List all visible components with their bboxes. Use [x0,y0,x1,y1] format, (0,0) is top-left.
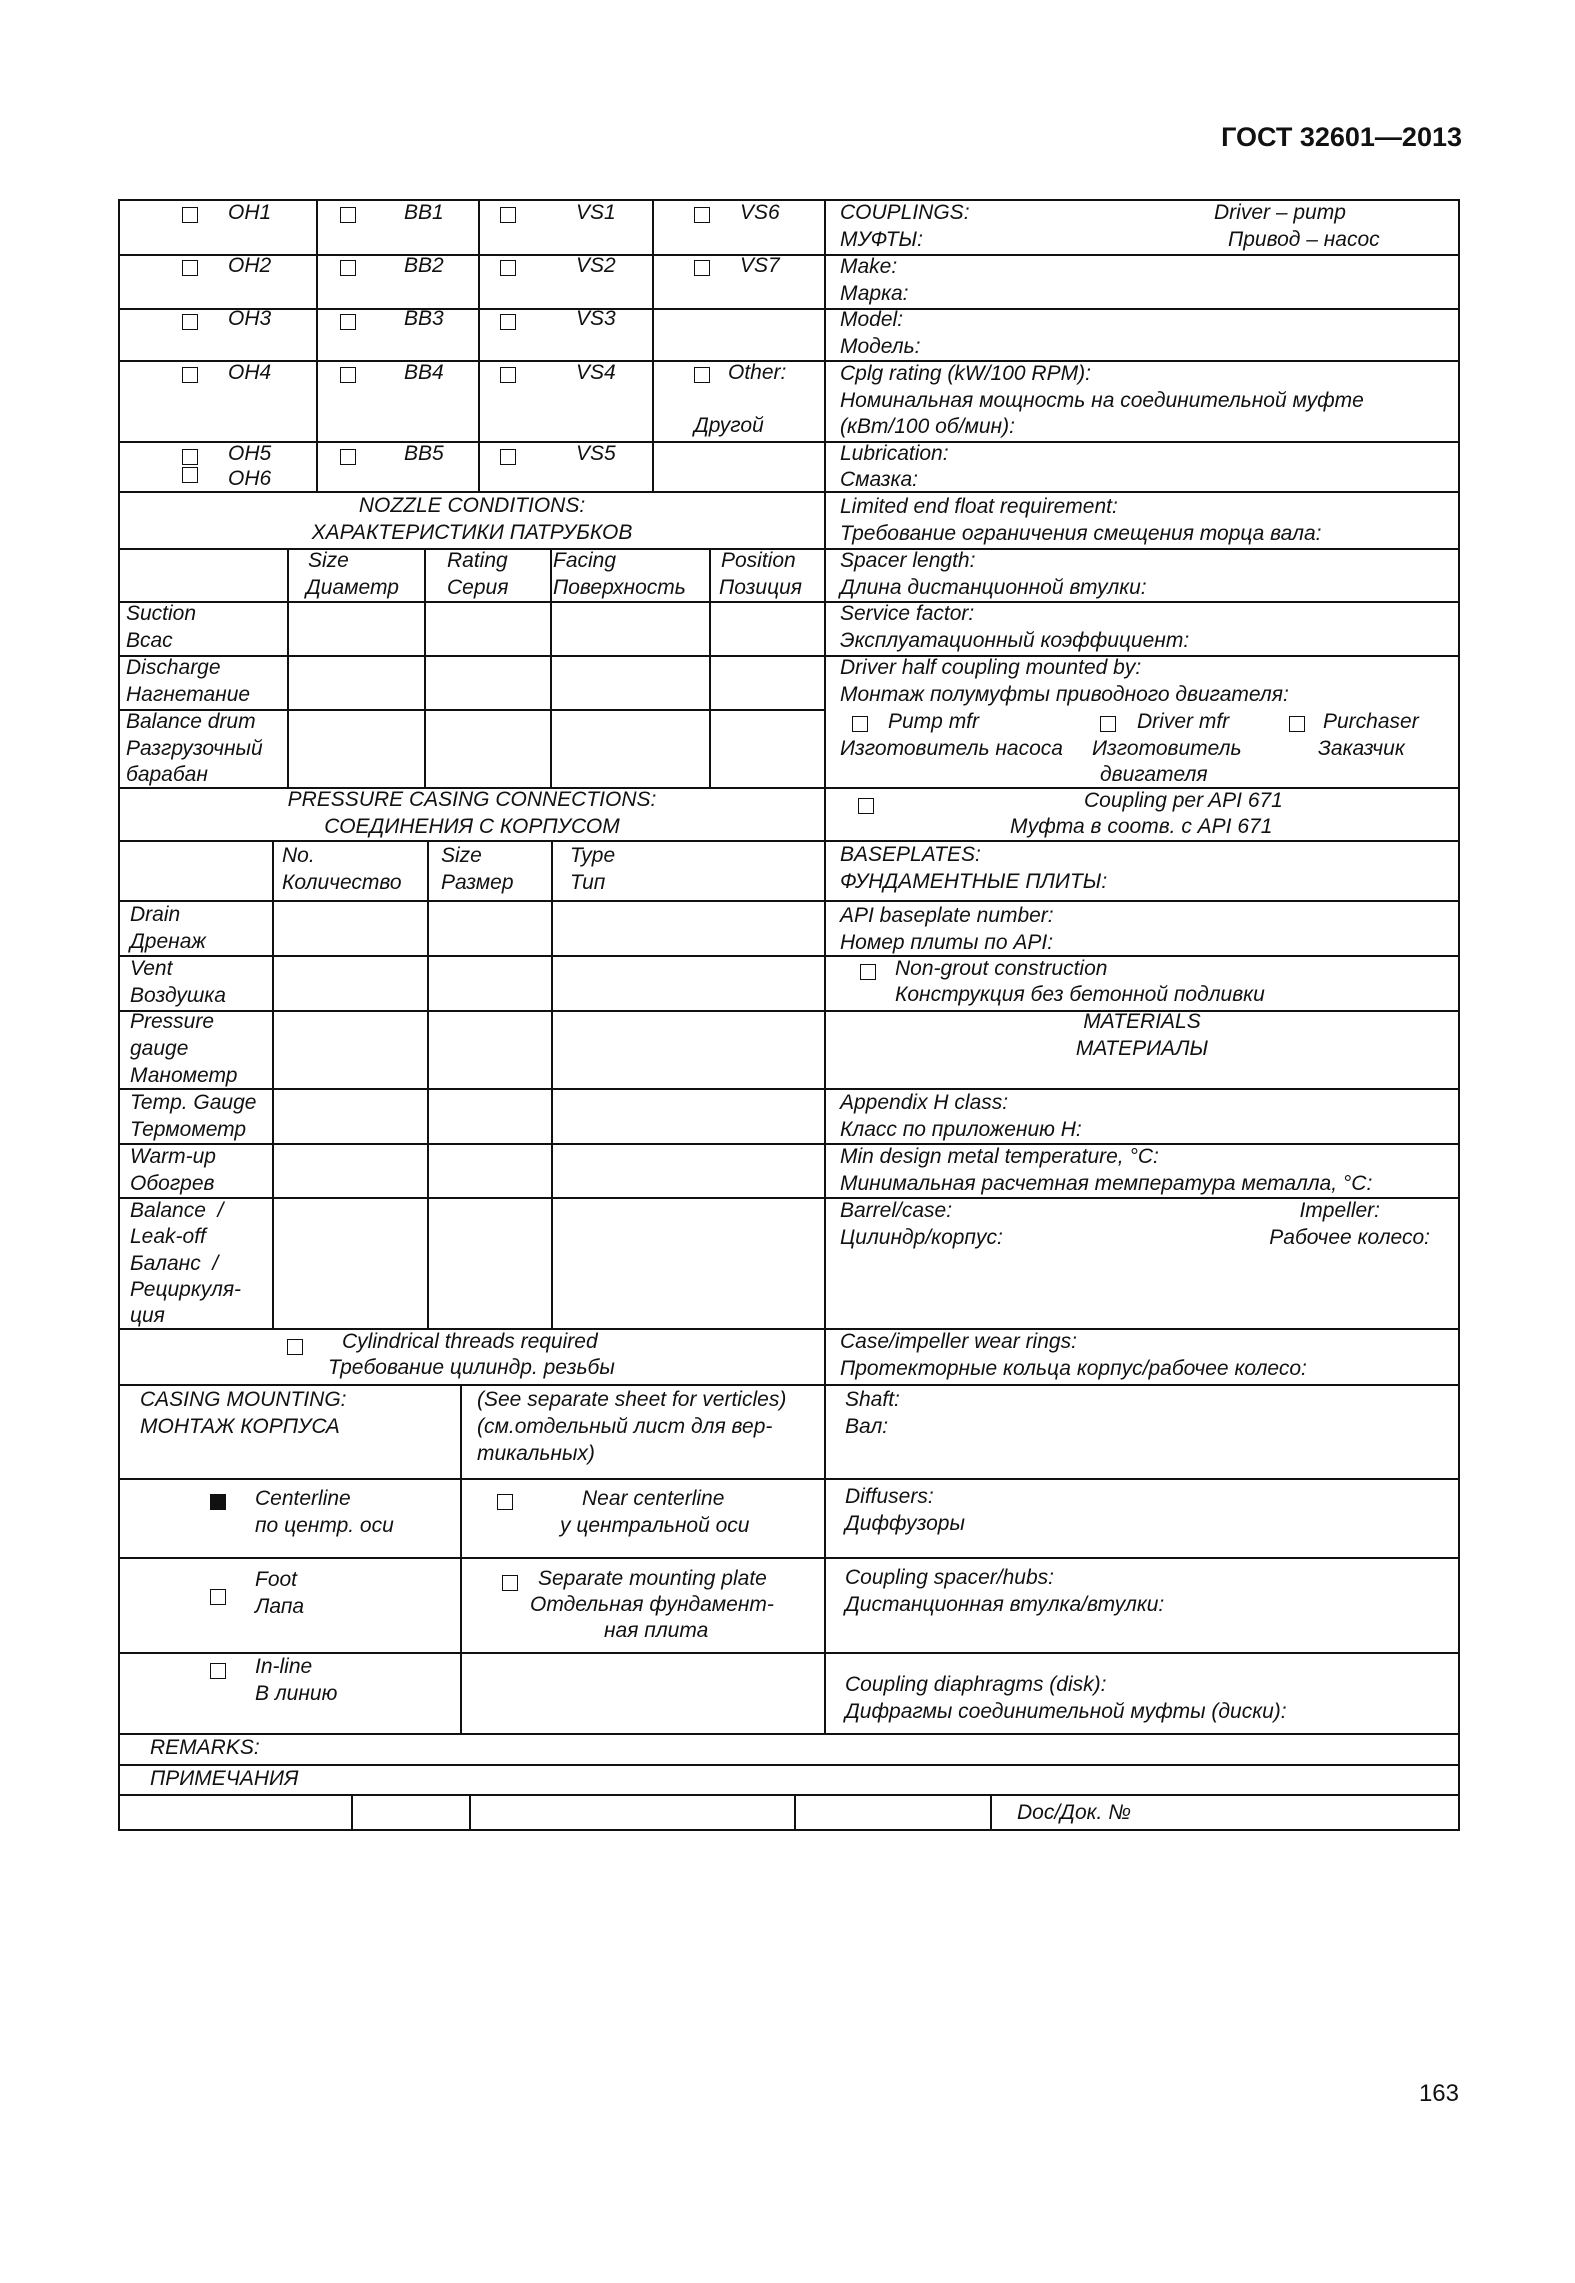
spacer-hubs-en: Coupling spacer/hubs: [845,1566,1054,1589]
end-float-en: Limited end float requirement: [840,495,1118,518]
purchaser-ru: Заказчик [1318,737,1405,760]
nozzle-col-facing: Facing [553,549,617,572]
checkbox-bb1[interactable] [340,207,356,223]
nozzle-col-line [550,548,552,787]
wear-rings-ru: Протекторные кольца корпус/рабочее колесо: [840,1357,1307,1380]
pressure-col-line [551,840,553,1328]
label-oh2: OH2 [228,254,272,277]
diaphragms-ru: Дифрагмы соединительной муфты (диски): [845,1700,1287,1723]
grid-col-line [478,199,480,493]
centerline-en: Centerline [255,1487,351,1510]
spacer-length-ru: Длина дистанционной втулки: [840,576,1147,599]
cylindrical-threads-ru: Требование цилиндр. резьбы [328,1356,615,1379]
diffusers-ru: Диффузоры [845,1512,965,1535]
pressure-col-line [272,840,274,1328]
foot-en: Foot [255,1568,298,1591]
casing-rule [118,1557,826,1559]
cplg-rating-ru2: (кВт/100 об/мин): [840,415,1015,438]
checkbox-oh4[interactable] [182,367,198,383]
shaft-ru: Вал: [845,1415,889,1438]
remarks-en: REMARKS: [150,1736,260,1759]
min-temp-ru: Минимальная расчетная температура металла, °С: [840,1172,1373,1195]
pressure-col-type-ru: Тип [570,871,606,894]
doc-number-label: Doc/Док. № [1017,1801,1131,1824]
nozzle-suction-ru: Всас [126,629,173,652]
checkbox-bb5[interactable] [340,449,356,465]
barrel-case-ru: Цилиндр/корпус: [840,1226,1003,1249]
foot-ru: Лапа [255,1595,305,1618]
remarks-rule [118,1764,1460,1766]
label-vs5: VS5 [576,442,616,465]
nozzle-balance-ru2: барабан [126,763,208,786]
nozzle-col-line [424,548,426,787]
label-bb1: BB1 [404,201,444,224]
nozzle-col-position: Position [721,549,796,572]
non-grout-en: Non-grout construction [895,957,1108,980]
nozzle-rule [118,655,826,657]
diffusers-en: Diffusers: [845,1485,934,1508]
materials-title-ru: МАТЕРИАЛЫ [1075,1037,1209,1060]
label-other: Other: [728,361,787,384]
pressure-balance-1: Balance / [130,1199,224,1222]
purchaser-en: Purchaser [1323,710,1419,733]
pressure-drain-ru: Дренаж [130,930,206,953]
pressure-vent-ru: Воздушка [130,984,226,1007]
label-vs3: VS3 [576,307,616,330]
footer-col-line [794,1794,796,1831]
checkbox-bb4[interactable] [340,367,356,383]
remarks-ru: ПРИМЕЧАНИЯ [150,1767,299,1790]
standard-number: ГОСТ 32601—2013 [1221,122,1462,152]
nozzle-rule [118,601,826,603]
form-border-bottom [118,1829,1460,1831]
checkbox-oh5[interactable] [182,449,198,465]
nozzle-col-size: Size [308,549,349,572]
left-rule [118,254,826,256]
lubrication-en: Lubrication: [840,442,949,465]
pressure-drain: Drain [130,903,181,926]
spacer-hubs-ru: Дистанционная втулка/втулки: [845,1593,1165,1616]
pressure-col-line [427,840,429,1328]
nozzle-discharge-ru: Нагнетание [126,683,251,706]
pressure-balance-4: Рециркуля- [130,1278,242,1301]
pressure-rule [118,1143,826,1145]
grid-col-line [316,199,318,493]
nozzle-col-size-ru: Диаметр [306,576,399,599]
label-vs4: VS4 [576,361,616,384]
checkbox-oh2[interactable] [182,260,198,276]
nozzle-discharge: Discharge [126,656,221,679]
casing-rule [118,1652,826,1654]
checkbox-driver-mfr[interactable] [1100,716,1116,732]
right-rule [824,1652,1460,1654]
checkbox-api671[interactable] [858,798,874,814]
nozzle-suction: Suction [126,602,197,625]
half-coupling-ru: Монтаж полумуфты приводного двигателя: [840,683,1289,706]
casing-mounting-title-ru: МОНТАЖ КОРПУСА [140,1415,340,1438]
form-border-left [118,199,120,1831]
pressure-title-en: PRESSURE CASING CONNECTIONS: [287,788,657,811]
checkbox-bb2[interactable] [340,260,356,276]
right-rule [824,1478,1460,1480]
wear-rings-en: Case/impeller wear rings: [840,1330,1077,1353]
couplings-ru: МУФТЫ: [840,228,924,251]
checkbox-vs3[interactable] [500,314,516,330]
pressure-rule [118,1010,826,1012]
model-en: Model: [840,308,904,331]
checkbox-bb3[interactable] [340,314,356,330]
nozzle-balance: Balance drum [126,710,256,733]
label-vs2: VS2 [576,254,616,277]
left-rule [118,441,826,443]
right-rule [824,900,1460,902]
nozzle-col-facing-ru: Поверхность [553,576,686,599]
label-oh5: OH5 [228,442,272,465]
cplg-rating-ru1: Номинальная мощность на соединительной муфте [840,389,1364,412]
api-baseplate-ru: Номер плиты по API: [840,931,1054,954]
driver-pump-ru: Привод – насос [1228,228,1380,251]
baseplates-ru: ФУНДАМЕНТНЫЕ ПЛИТЫ: [840,870,1108,893]
checkbox-non-grout[interactable] [860,964,876,980]
right-rule [824,254,1460,256]
api-baseplate-en: API baseplate number: [840,904,1054,927]
driver-mfr-ru1: Изготовитель [1092,737,1242,760]
nozzle-col-rating-ru: Серия [447,576,509,599]
label-bb4: BB4 [404,361,444,384]
checkbox-vs5[interactable] [500,449,516,465]
casing-rule [118,1384,826,1386]
pressure-col-no-ru: Количество [282,871,402,894]
api671-en: Coupling per API 671 [1084,789,1283,812]
pressure-title-ru: СОЕДИНЕНИЯ С КОРПУСОМ [324,815,620,838]
checkbox-pump-mfr[interactable] [852,716,868,732]
label-bb3: BB3 [404,307,444,330]
checkbox-vs6[interactable] [694,207,710,223]
inline-en: In-line [255,1655,313,1678]
pressure-gauge-1: Pressure [130,1010,215,1033]
checkbox-near-centerline[interactable] [497,1494,513,1510]
pressure-col-no: No. [282,844,315,867]
label-bb2: BB2 [404,254,444,277]
right-rule [824,491,1460,493]
pump-mfr-ru: Изготовитель насоса [840,737,1063,760]
separate-plate-ru2: ная плита [604,1619,709,1642]
pressure-balance-2: Leak-off [130,1225,206,1248]
column-divider [824,199,826,1734]
centerline-ru: по центр. оси [255,1514,394,1537]
pressure-balance-3: Баланс / [130,1252,219,1275]
nozzle-title-ru: ХАРАКТЕРИСТИКИ ПАТРУБКОВ [311,521,633,544]
remarks-rule [118,1733,1460,1735]
min-temp-en: Min design metal temperature, °C: [840,1145,1159,1168]
checkbox-inline[interactable] [210,1663,226,1679]
left-rule [118,308,826,310]
right-rule [824,1557,1460,1559]
spacer-length-en: Spacer length: [840,549,976,572]
pressure-col-size-ru: Размер [441,871,514,894]
half-coupling-en: Driver half coupling mounted by: [840,656,1142,679]
checkbox-oh1[interactable] [182,207,198,223]
checkbox-vs2[interactable] [500,260,516,276]
label-bb5: BB5 [404,442,444,465]
near-centerline-en: Near centerline [582,1487,725,1510]
label-oh3: OH3 [228,307,272,330]
checkbox-centerline[interactable] [210,1494,226,1510]
remarks-rule [118,1794,1460,1796]
checkbox-foot[interactable] [210,1589,226,1605]
checkbox-vs4[interactable] [500,367,516,383]
materials-title-en: MATERIALS [1083,1010,1201,1033]
cylindrical-threads-en: Cylindrical threads required [342,1330,598,1353]
pressure-rule [118,1197,826,1199]
model-ru: Модель: [840,335,921,358]
checkbox-oh3[interactable] [182,314,198,330]
checkbox-cylindrical-threads[interactable] [287,1339,303,1355]
baseplates-en: BASEPLATES: [840,843,981,866]
casing-rule [118,1478,826,1480]
couplings-en: COUPLINGS: [840,201,970,224]
near-centerline-ru: у центральной оси [560,1514,750,1537]
nozzle-col-line [287,548,289,787]
separate-plate-ru1: Отдельная фундамент- [530,1593,774,1616]
cplg-rating-en: Cplg rating (kW/100 RPM): [840,362,1091,385]
checkbox-separate-plate[interactable] [502,1575,518,1591]
driver-mfr-ru2: двигателя [1100,763,1208,786]
pressure-temp-gauge-ru: Термометр [130,1118,247,1141]
checkbox-oh6[interactable] [182,467,198,483]
left-rule [118,360,826,362]
pump-mfr-en: Pump mfr [888,710,980,733]
right-rule [824,1384,1460,1386]
nozzle-title-en: NOZZLE CONDITIONS: [358,494,586,517]
barrel-case-en: Barrel/case: [840,1199,953,1222]
footer-col-line [351,1794,353,1831]
checkbox-vs7[interactable] [694,260,710,276]
label-vs1: VS1 [576,201,616,224]
driver-pump-en: Driver – pump [1214,201,1346,224]
nozzle-col-rating: Rating [447,549,508,572]
label-oh6: OH6 [228,467,272,490]
grid-col-line [652,199,654,493]
impeller-ru: Рабочее колесо: [1269,1226,1430,1249]
appendix-h-en: Appendix H class: [840,1091,1009,1114]
pressure-rule [118,900,826,902]
pressure-rule [118,955,826,957]
casing-col-line [460,1384,462,1734]
casing-mounting-title: CASING MOUNTING: [140,1388,347,1411]
pressure-col-size: Size [441,844,482,867]
shaft-en: Shaft: [845,1388,900,1411]
service-factor-ru: Эксплуатационный коэффициент: [840,629,1190,652]
nozzle-balance-ru1: Разгрузочный [126,737,263,760]
page-number: 163 [1418,2080,1459,2107]
pressure-warmup-ru: Обогрев [130,1172,215,1195]
make-ru: Марка: [840,282,909,305]
casing-see-2: (см.отдельный лист для вер- [477,1415,773,1438]
driver-mfr-en: Driver mfr [1137,710,1230,733]
pressure-gauge-2: gauge [130,1037,189,1060]
appendix-h-ru: Класс по приложению Н: [840,1118,1082,1141]
pressure-rule [118,840,826,842]
impeller-en: Impeller: [1299,1199,1380,1222]
casing-see-3: тикальных) [477,1442,595,1465]
inline-ru: В линию [255,1682,338,1705]
footer-col-line [469,1794,471,1831]
checkbox-other[interactable] [694,367,710,383]
pressure-warmup: Warm-up [130,1145,216,1168]
footer-col-line [990,1794,992,1831]
non-grout-ru: Конструкция без бетонной подливки [895,983,1265,1006]
lubrication-ru: Смазка: [840,468,918,491]
diaphragms-en: Coupling diaphragms (disk): [845,1673,1107,1696]
label-oh4: OH4 [228,361,272,384]
label-vs6: VS6 [740,201,780,224]
end-float-ru: Требование ограничения смещения торца вала: [840,522,1322,545]
label-other-ru: Другой [694,414,764,437]
make-en: Make: [840,255,898,278]
checkbox-purchaser[interactable] [1289,716,1305,732]
pressure-temp-gauge: Temp. Gauge [130,1091,257,1114]
nozzle-col-line [709,548,711,787]
separate-plate-en: Separate mounting plate [538,1567,767,1590]
checkbox-vs1[interactable] [500,207,516,223]
pressure-col-type: Type [570,844,616,867]
api671-ru: Муфта в соотв. с API 671 [1010,815,1273,838]
right-rule [824,308,1460,310]
service-factor-en: Service factor: [840,602,975,625]
pressure-gauge-ru: Манометр [130,1064,238,1087]
pressure-balance-5: ция [130,1304,165,1327]
nozzle-col-position-ru: Позиция [719,576,803,599]
label-oh1: OH1 [228,201,272,224]
pressure-vent: Vent [130,957,173,980]
casing-see-1: (See separate sheet for verticles) [477,1388,787,1411]
label-vs7: VS7 [740,254,780,277]
